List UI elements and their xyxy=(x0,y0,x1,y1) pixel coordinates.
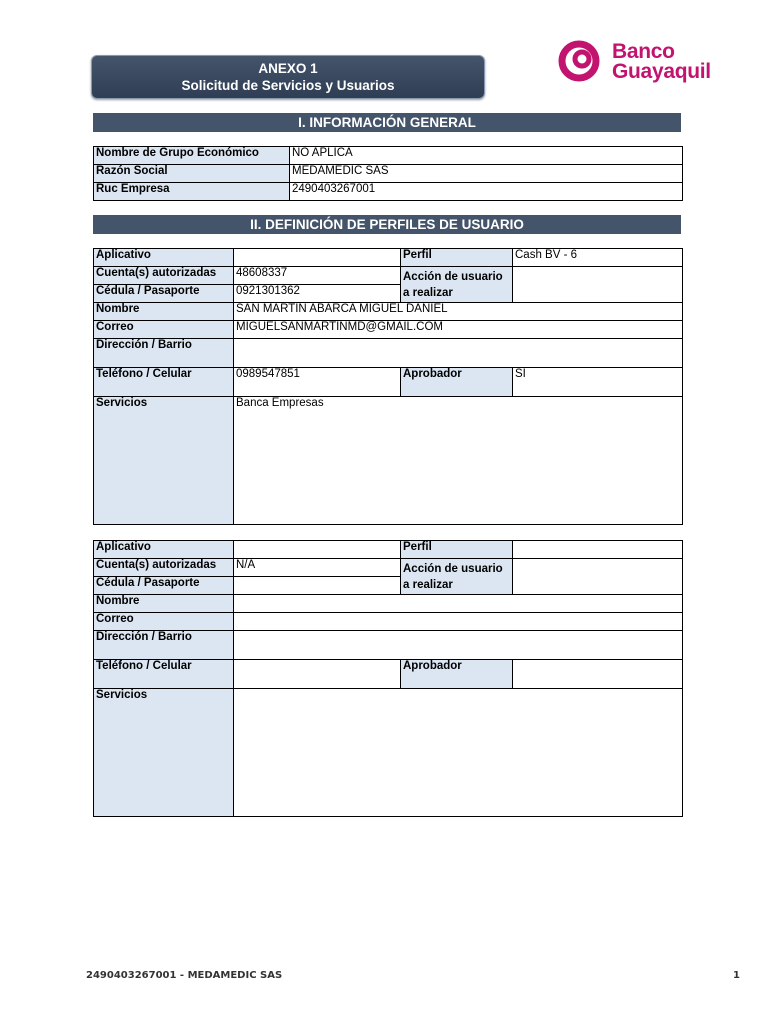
section-heading-general-info: I. INFORMACIÓN GENERAL xyxy=(93,113,681,132)
value-aplicativo[interactable] xyxy=(234,541,401,559)
label-correo: Correo xyxy=(94,613,234,631)
value-correo[interactable] xyxy=(234,613,683,631)
label-servicios: Servicios xyxy=(94,397,234,525)
label-nombre: Nombre xyxy=(94,595,234,613)
value-servicios[interactable] xyxy=(234,689,683,817)
value-grupo-economico[interactable]: NO APLICA xyxy=(290,147,683,165)
bank-logo-icon xyxy=(555,37,607,85)
bank-logo xyxy=(555,37,745,87)
value-servicios[interactable]: Banca Empresas xyxy=(234,397,683,525)
label-accion-line2: a realizar xyxy=(403,287,453,299)
label-correo: Correo xyxy=(94,321,234,339)
label-grupo-economico: Nombre de Grupo Económico xyxy=(94,147,290,165)
label-cedula: Cédula / Pasaporte xyxy=(94,577,234,595)
label-accion-line1: Acción de usuario xyxy=(403,563,503,575)
label-perfil: Perfil xyxy=(401,249,513,267)
user-profile-table-2 xyxy=(93,540,683,817)
value-direccion[interactable] xyxy=(234,339,683,368)
value-razon-social[interactable]: MEDAMEDIC SAS xyxy=(290,165,683,183)
label-direccion: Dirección / Barrio xyxy=(94,631,234,660)
value-correo[interactable]: MIGUELSANMARTINMD@GMAIL.COM xyxy=(234,321,683,339)
label-aprobador: Aprobador xyxy=(401,368,513,397)
value-accion-usuario[interactable] xyxy=(513,559,683,595)
label-aprobador: Aprobador xyxy=(401,660,513,689)
label-perfil: Perfil xyxy=(401,541,513,559)
value-aprobador[interactable] xyxy=(513,660,683,689)
value-telefono[interactable]: 0989547851 xyxy=(234,368,401,397)
value-direccion[interactable] xyxy=(234,631,683,660)
section-heading-user-profiles: II. DEFINICIÓN DE PERFILES DE USUARIO xyxy=(93,215,681,234)
value-telefono[interactable] xyxy=(234,660,401,689)
logo-text-line2: Guayaquil xyxy=(612,60,711,83)
user-profile-table-1 xyxy=(93,248,683,525)
value-accion-usuario[interactable] xyxy=(513,267,683,303)
label-cedula: Cédula / Pasaporte xyxy=(94,285,234,303)
label-razon-social: Razón Social xyxy=(94,165,290,183)
label-cuentas: Cuenta(s) autorizadas xyxy=(94,267,234,285)
label-aplicativo: Aplicativo xyxy=(94,541,234,559)
value-aprobador[interactable]: SI xyxy=(513,368,683,397)
value-aplicativo[interactable] xyxy=(234,249,401,267)
label-telefono: Teléfono / Celular xyxy=(94,368,234,397)
value-cuentas[interactable]: 48608337 xyxy=(234,267,401,285)
value-perfil[interactable] xyxy=(513,541,683,559)
value-ruc-empresa[interactable]: 2490403267001 xyxy=(290,183,683,201)
label-accion-usuario xyxy=(401,267,513,303)
label-direccion: Dirección / Barrio xyxy=(94,339,234,368)
label-nombre: Nombre xyxy=(94,303,234,321)
label-accion-line2: a realizar xyxy=(403,579,453,591)
label-cuentas: Cuenta(s) autorizadas xyxy=(94,559,234,577)
annex-number: ANEXO 1 xyxy=(258,61,318,76)
logo-text-line1: Banco xyxy=(612,40,675,63)
general-info-table xyxy=(93,146,683,201)
label-accion-line1: Acción de usuario xyxy=(403,271,503,283)
value-cedula[interactable]: 0921301362 xyxy=(234,285,401,303)
label-servicios: Servicios xyxy=(94,689,234,817)
label-aplicativo: Aplicativo xyxy=(94,249,234,267)
footer-document-id: 2490403267001 - MEDAMEDIC SAS xyxy=(86,970,283,981)
value-perfil[interactable]: Cash BV - 6 xyxy=(513,249,683,267)
document-title: Solicitud de Servicios y Usuarios xyxy=(181,78,395,93)
document-title-box xyxy=(91,55,485,99)
label-accion-usuario xyxy=(401,559,513,595)
page-number: 1 xyxy=(733,970,740,981)
label-telefono: Teléfono / Celular xyxy=(94,660,234,689)
value-cuentas[interactable]: N/A xyxy=(234,559,401,577)
value-nombre[interactable] xyxy=(234,595,683,613)
value-cedula[interactable] xyxy=(234,577,401,595)
label-ruc-empresa: Ruc Empresa xyxy=(94,183,290,201)
value-nombre[interactable]: SAN MARTIN ABARCA MIGUEL DANIEL xyxy=(234,303,683,321)
